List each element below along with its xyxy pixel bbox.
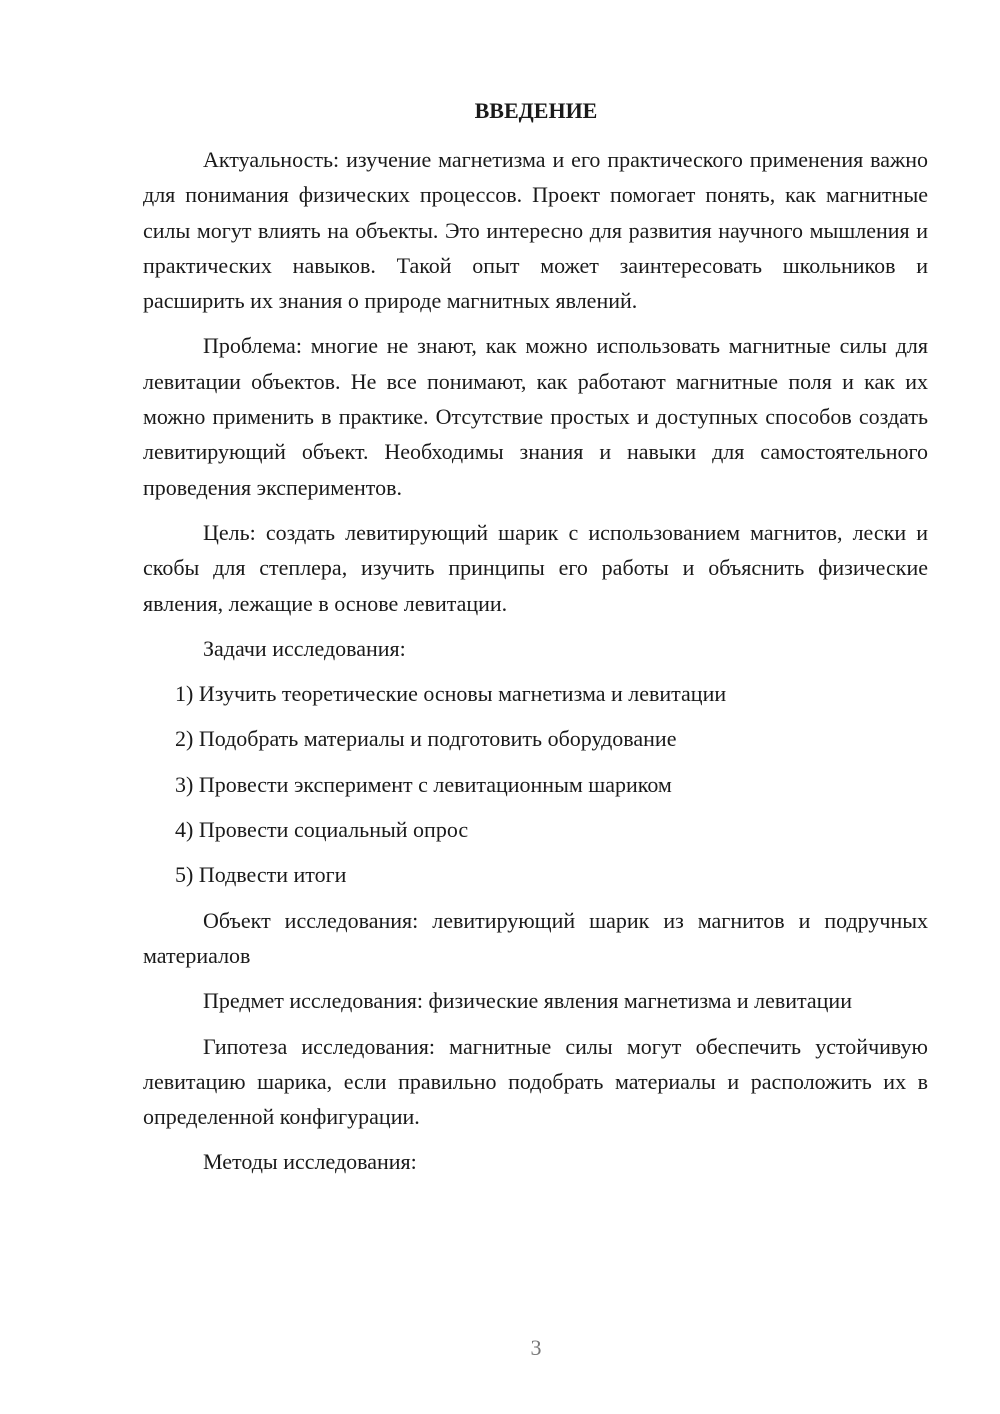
problem-paragraph: Проблема: многие не знают, как можно использовать магнитные силы для левитации объектов. Не все понимают, как работают магнитные поля и как их можно применить в практике. Отсутствие простых и доступных способов создать левитирующий объект. Необходимы знания и навыки для самостоятельного проведения экспериментов. — [143, 333, 928, 500]
relevance-paragraph: Актуальность: изучение магнетизма и его практического применения важно для понимания физических процессов. Проект помогает понять, как магнитные силы могут влиять на объекты. Это интересно для развития научного мышления и практических навыков. Такой опыт может заинтересовать школьников и расширить их знания о природе магнитных явлений. — [143, 147, 928, 314]
task-item: 2) Подобрать материалы и подготовить оборудование — [175, 726, 677, 752]
document-body — [143, 142, 928, 1190]
tasks-list — [143, 676, 928, 892]
object-paragraph: Объект исследования: левитирующий шарик из магнитов и подручных материалов — [143, 907, 928, 968]
page-title: ВВЕДЕНИЕ — [474, 98, 598, 123]
page-number: 3 — [530, 1335, 542, 1360]
task-item: 3) Провести эксперимент с левитационным шариком — [175, 771, 672, 797]
task-item: 1) Изучить теоретические основы магнетизма и левитации — [175, 681, 727, 707]
hypothesis-paragraph: Гипотеза исследования: магнитные силы могут обеспечить устойчивую левитацию шарика, если правильно подобрать материалы и расположить их в определенной конфигурации. — [143, 1033, 928, 1130]
methods-heading: Методы исследования: — [203, 1149, 417, 1175]
subject-paragraph: Предмет исследования: физические явления магнетизма и левитации — [203, 988, 852, 1014]
task-item: 5) Подвести итоги — [175, 862, 347, 888]
tasks-heading: Задачи исследования: — [203, 635, 406, 661]
task-item: 4) Провести социальный опрос — [175, 817, 469, 843]
goal-paragraph: Цель: создать левитирующий шарик с использованием магнитов, лески и скобы для степлера, изучить принципы его работы и объяснить физические явления, лежащие в основе левитации. — [143, 519, 928, 616]
